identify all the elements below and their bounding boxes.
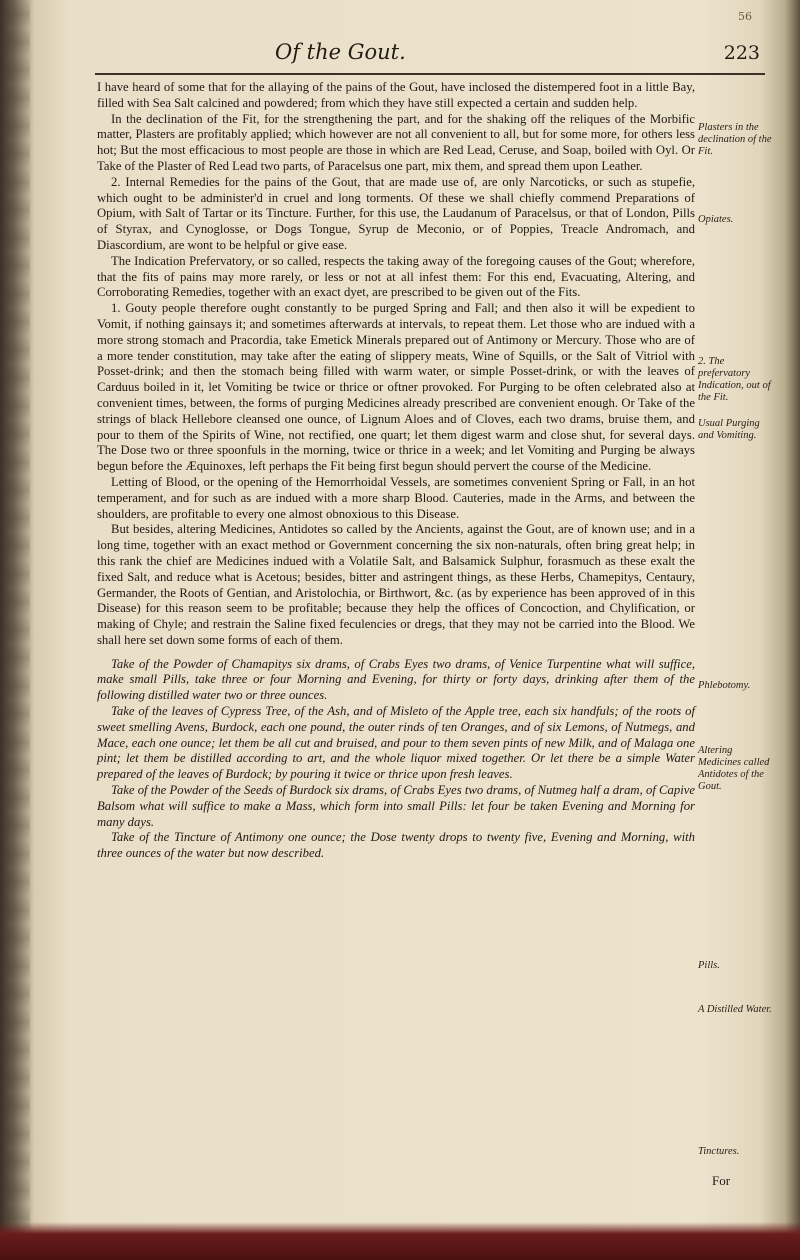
paragraph: The Indication Prefervatory, or so called, respects the taking away of the foregoing causes of the Gout; wherefore, that the fits of pains may more rarely, or less or not at all infest them: For this end, Evacuating, Altering, and Corroborating Remedies, together with an exact dyet, are prescribed to be given out of the Fits. — [97, 253, 695, 300]
paragraph: In the declination of the Fit, for the strengthening the part, and for the shaking off the reliques of the Morbific matter, Plasters are profitably applied; which however are not all convenient to all, but for some more, for others less hot; But the most efficacious to most people are those in which are Red Lead, Ceruse, and Soap, boiled with Oyl. Or Take of the Plaster of Red Lead two parts, of Paracelsus one part, mix them, and spread them upon Leather. — [97, 111, 695, 173]
binding-gutter — [0, 0, 30, 1260]
margin-note: Altering Medicines called Antidotes of the Gout. — [698, 745, 770, 792]
corner-mark: 56 — [738, 10, 752, 23]
margin-note: Usual Purging and Vomiting. — [698, 418, 760, 441]
header-rule — [95, 73, 765, 75]
page-number: 223 — [723, 42, 760, 64]
recipe: Take of the Tincture of Antimony one ounce; the Dose twenty drops to twenty five, Evening and Morning, with three ounces of the water but now described. — [97, 830, 695, 861]
paragraph: I have heard of some that for the allaying of the pains of the Gout, have inclosed the distempered foot in a little Bay, filled with Sea Salt calcined and powdered; from which they have still expected a certain and sudden help. — [97, 80, 695, 110]
paragraph: 2. Internal Remedies for the pains of the Gout, that are made use of, are only Narcoticks, or such as stupefie, which ought to be administer'd in cruel and long torments. Of these we shall chiefly commend Preparations of Opium, with Salt of Tartar or its Tincture. Further, for this use, the Laudanum of Paracelsus, or that of London, Pills of Styrax, and Cynoglosse, or Dogs Tongue, Syrup de Meconio, or of Poppies, Treacle Andromach, and Diascordium, are wont to be helpful or give ease. — [97, 174, 695, 252]
paragraph: But besides, altering Medicines, Antidotes so called by the Ancients, against the Gout, are of known use; and in a long time, together with an exact method or Government concerning the six non-naturals, often bring great help; in this rank the chief are Medicines indued with a Volatile Salt, and Balsamick Sulphur, forasmuch as these exalt the fixed Salt, and reduce what is Acetous; besides, bitter and astringent things, as these Herbs, Chamepitys, Centaury, Germander, the Roots of Gentian, and Aristolochia, or Birthwort, &c. (as by experience has been approved of in this Disease) for this reason seem to be profitable; because they help the offices of Concoction, and Chylification, or making of Chyle; and restrain the Saline fixed feculencies or dregs, that they may not be carried into the Blood. We shall here set down some forms of each of them. — [97, 522, 695, 647]
running-head — [120, 40, 760, 70]
margin-note: Tinctures. — [698, 1146, 740, 1157]
recipe: Take of the Powder of Chamapitys six drams, of Crabs Eyes two drams, of Venice Turpentine what will suffice, make small Pills, take three or four Morning and Evening, for thirty or forty days, drinking after them of the following distilled water two or three ounces. — [97, 656, 695, 703]
recipe: Take of the leaves of Cypress Tree, of the Ash, and of Misleto of the Apple tree, each six handfuls; of the roots of sweet smelling Avens, Burdock, each one pound, the outer rinds of ten Oranges, and of six Lemons, of Nutmegs, and Mace, each one ounce; let them be all cut and bruised, and pour to them seven pints of new Milk, and of Malaga one pint; let them be distilled according to art, and the whole liquor mixed together. Or let there be a simple Water prepared of the leaves of Burdock; by pouring it twice or thrice upon fresh leaves. — [97, 704, 695, 782]
running-title: Of the Gout. — [275, 40, 406, 64]
margin-note: Opiates. — [698, 214, 734, 225]
scan-bottom-edge — [0, 1222, 800, 1260]
margin-note: Phlebotomy. — [698, 680, 751, 691]
margin-note: 2. The prefervatory Indication, out of the Fit. — [698, 356, 771, 403]
paragraph: 1. Gouty people therefore ought constantly to be purged Spring and Fall; and then also it will be expedient to Vomit, if nothing gainsays it; and sometimes afterwards at intervals, to repeat them. Let those who are indued with a more strong stomach and Pracordia, take Emetick Minerals prepared out of Antimony or Mercury. Those who are of a more tender constitution, may take after the eating of slippery meats, Wine of Squills, or the Salt of Vitriol with Posset-drink; and then the stomach being filled with warm water, or simple Posset-drink, or with the leaves of Carduus boiled in it, let Vomiting be twice or thrice or oftner provoked. For Purging to be often celebrated also at convenient times, between, the forms of purging Medicines already prescribed are convenient enough. Or Take of the strings of black Hellebore cleansed one ounce, of Lignum Aloes and of Cloves, each two drams, bruise them, and pour to them of the Spirits of Wine, not rectified, one quart; let them digest warm and close shut, for several days. The Dose two or three spoonfuls in the morning, twice or thrice in a week; and let Vomiting and Purging be always begun before the Æquinoxes, left perhaps the Fit being first begun should pervert the course of the Medicine. — [97, 301, 695, 474]
recipe: Take of the Powder of the Seeds of Burdock six drams, of Crabs Eyes two drams, of Nutmeg half a dram, of Capive Balsom what will suffice to make a Mass, which form into small Pills: let four be taken Evening and Morning for many days. — [97, 783, 695, 829]
margin-note: Plasters in the declination of the Fit. — [698, 122, 772, 157]
catchword: For — [712, 1173, 731, 1188]
main-text — [97, 80, 695, 862]
margin-note: A Distilled Water. — [698, 1004, 772, 1015]
margin-note: Pills. — [698, 960, 720, 971]
paragraph: Letting of Blood, or the opening of the Hemorrhoidal Vessels, are sometimes convenient Spring or Fall, in an hot temperament, and for such as are indued with a more sharp Blood. Cauteries, made in the Arms, and between the shoulders, are profitable to every one almost obnoxious to this Disease. — [97, 474, 695, 521]
